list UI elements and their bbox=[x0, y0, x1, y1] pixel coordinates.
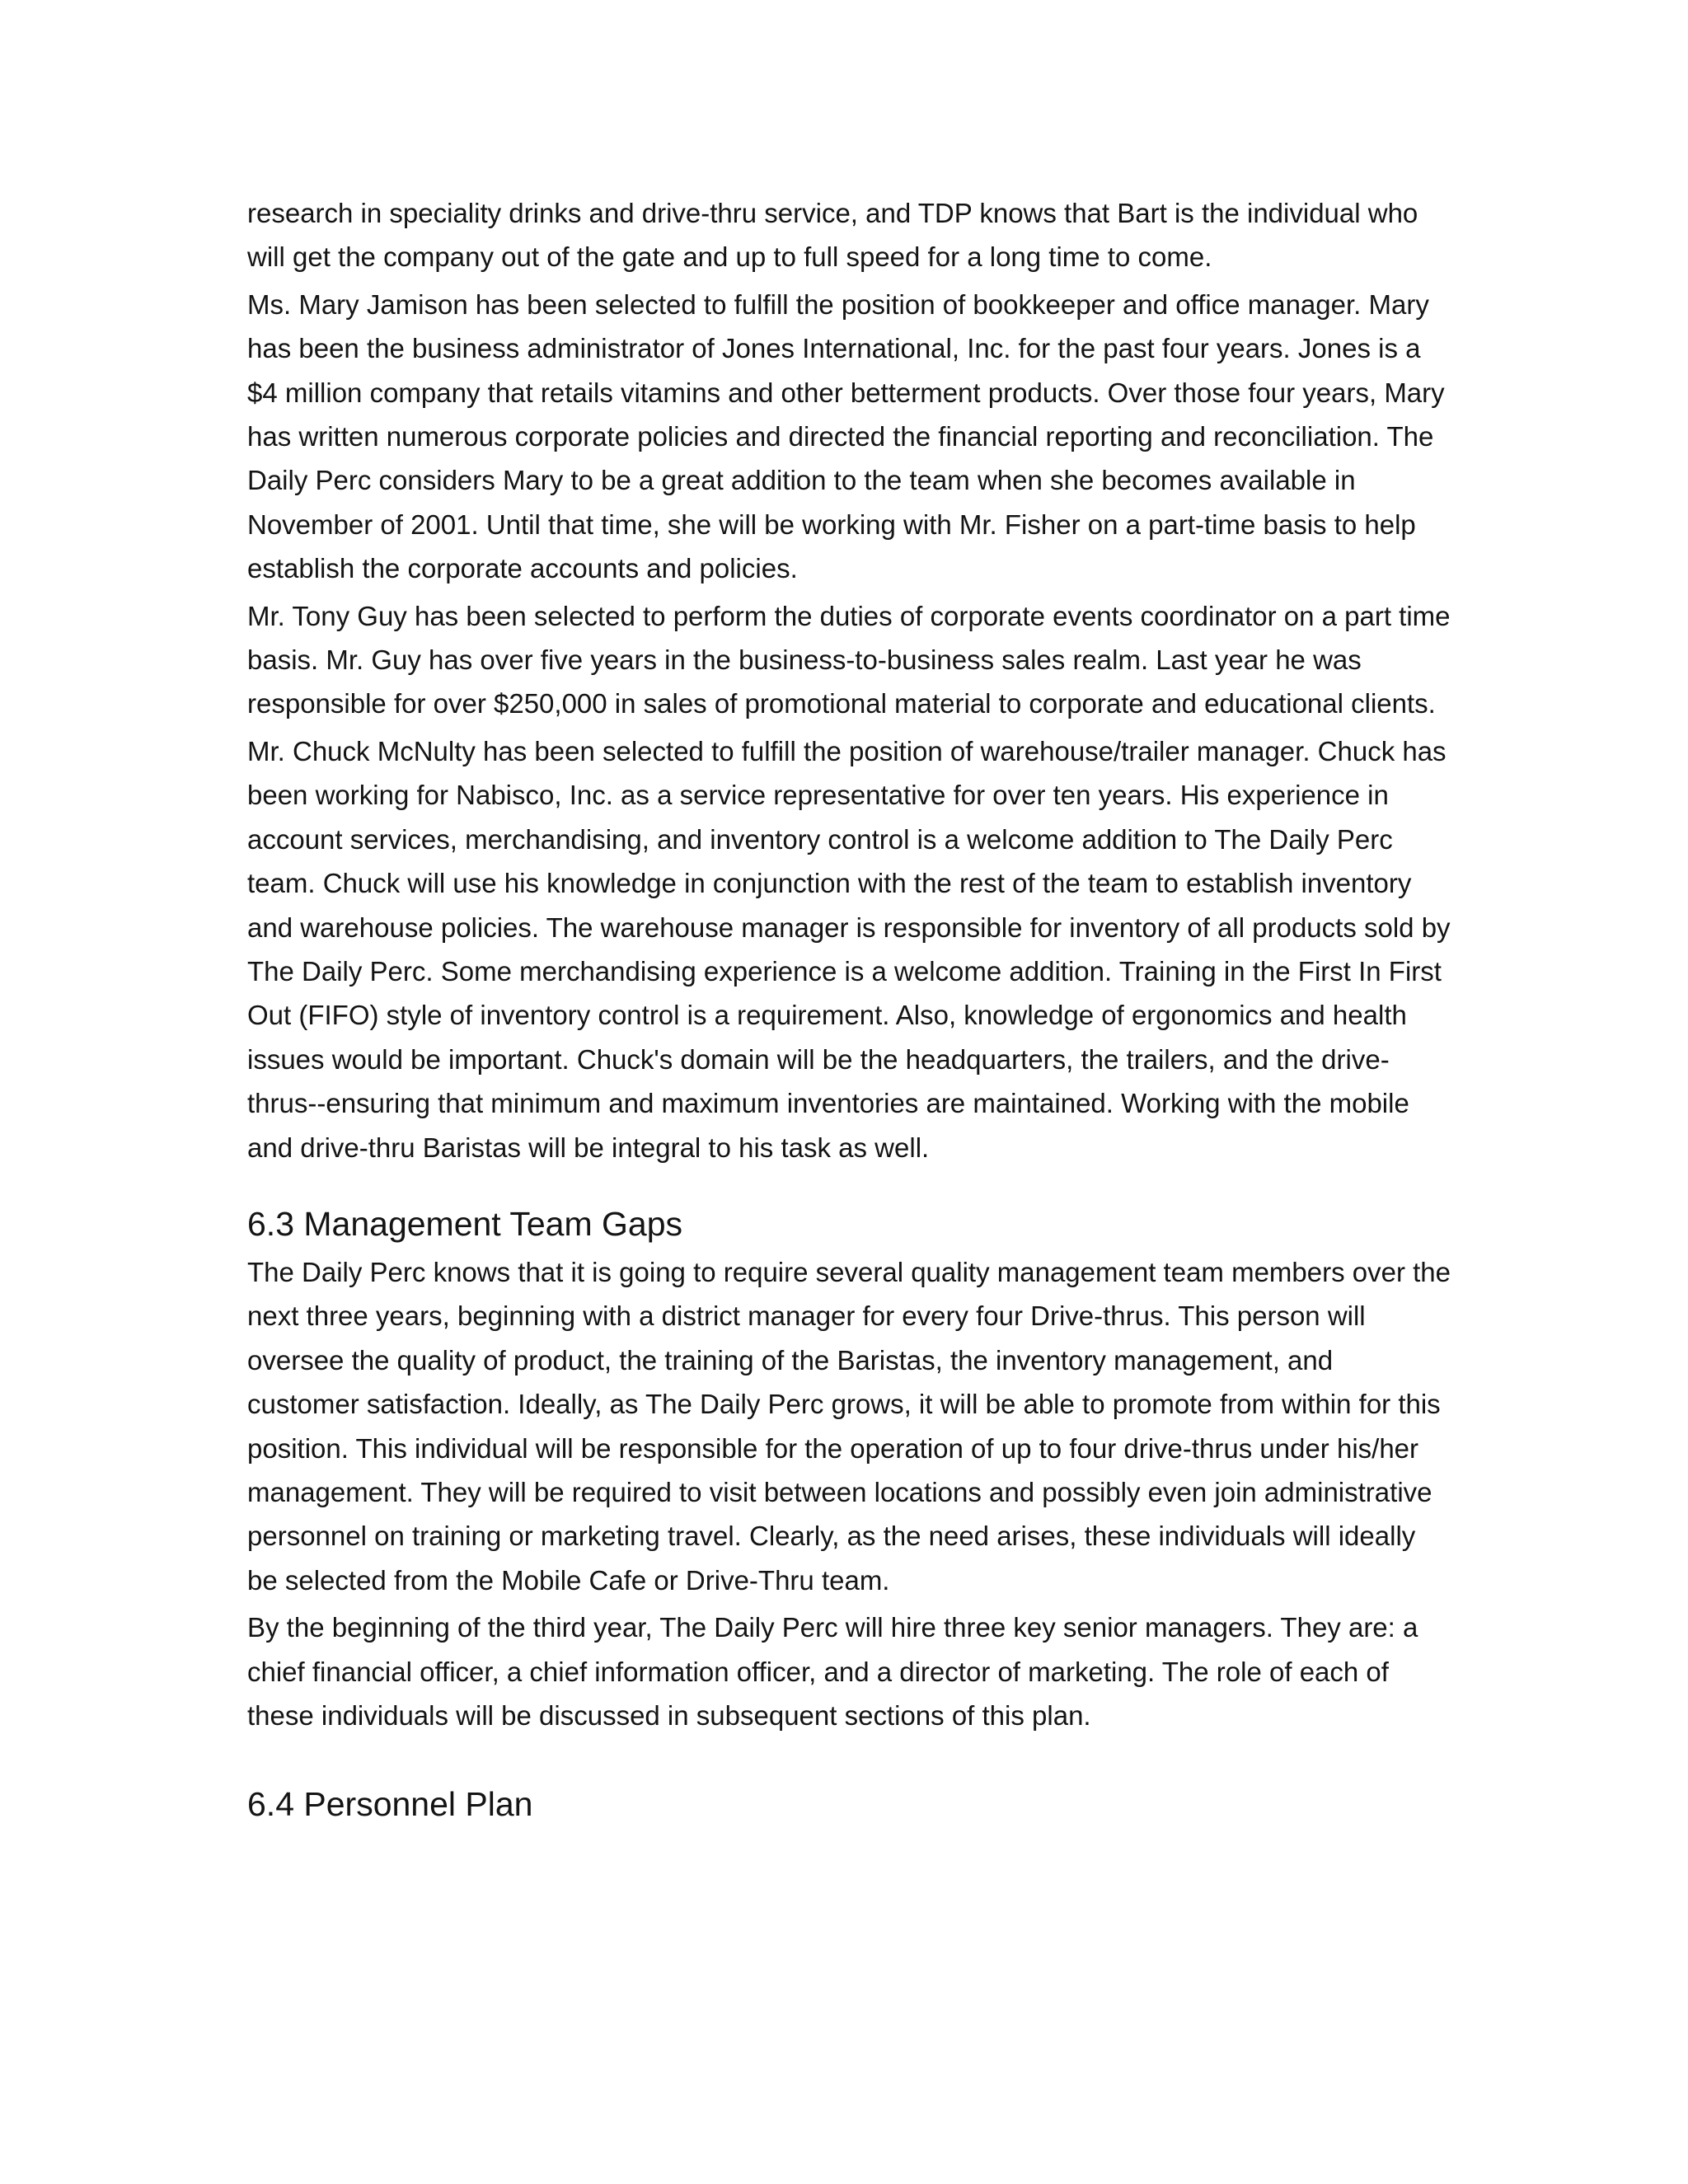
paragraph: research in speciality drinks and drive-thru service, and TDP knows that Bart is the individual who will get the company out of the gate and up to full speed for a long time to come. bbox=[247, 198, 1418, 273]
section-heading: 6.3 Management Team Gaps bbox=[247, 1204, 682, 1243]
paragraph: Ms. Mary Jamison has been selected to fulfill the position of bookkeeper and office manager. Mary has been the business administrator of Jones International, Inc. for the past four years. Jones is a $4 million company that retails vitamins and other betterment products. Over those four years, Mary has written numerous corporate policies and directed the financial reporting and reconciliation. The Daily Perc considers Mary to be a great addition to the team when she becomes available in November of 2001. Until that time, she will be working with Mr. Fisher on a part-time basis to help establish the corporate accounts and policies. bbox=[247, 288, 1445, 584]
section-management-team-gaps bbox=[247, 1199, 1451, 1737]
paragraph: Mr. Chuck McNulty has been selected to fulfill the position of warehouse/trailer manager. Chuck has been working for Nabisco, Inc. as a service representative for over ten years. His experience in account services, merchandising, and inventory control is a welcome addition to The Daily Perc team. Chuck will use his knowledge in conjunction with the rest of the team to establish inventory and warehouse policies. The warehouse manager is responsible for inventory of all products sold by The Daily Perc. Some merchandising experience is a welcome addition. Training in the First In First Out (FIFO) style of inventory control is a requirement. Also, knowledge of ergonomics and health issues would be important. Chuck's domain will be the headquarters, the trailers, and the drive-thrus--ensuring that minimum and maximum inventories are maintained. Working with the mobile and drive-thru Baristas will be integral to his task as well. bbox=[247, 735, 1451, 1163]
document-body bbox=[247, 191, 1451, 1829]
paragraph: The Daily Perc knows that it is going to require several quality management team members over the next three years, beginning with a district manager for every four Drive-thrus. This person will oversee the quality of product, the training of the Baristas, the inventory management, and customer satisfaction. Ideally, as The Daily Perc grows, it will be able to promote from within for this position. This individual will be responsible for the operation of up to four drive-thrus under his/her management. They will be required to visit between locations and possibly even join administrative personnel on training or marketing travel. Clearly, as the need arises, these individuals will ideally be selected from the Mobile Cafe or Drive-Thru team. bbox=[247, 1256, 1451, 1596]
paragraph: Mr. Tony Guy has been selected to perform the duties of corporate events coordinator on a part time basis. Mr. Guy has over five years in the business-to-business sales realm. Last year he was responsible for over $250,000 in sales of promotional material to corporate and educational clients. bbox=[247, 600, 1451, 719]
paragraph: By the beginning of the third year, The Daily Perc will hire three key senior managers. They are: a chief financial officer, a chief information officer, and a director of marketing. The role of each of these individuals will be discussed in subsequent sections of this plan. bbox=[247, 1612, 1418, 1731]
section-heading: 6.4 Personnel Plan bbox=[247, 1785, 533, 1824]
intro-paragraphs bbox=[247, 191, 1451, 1169]
section-personnel-plan bbox=[247, 1779, 1451, 1829]
